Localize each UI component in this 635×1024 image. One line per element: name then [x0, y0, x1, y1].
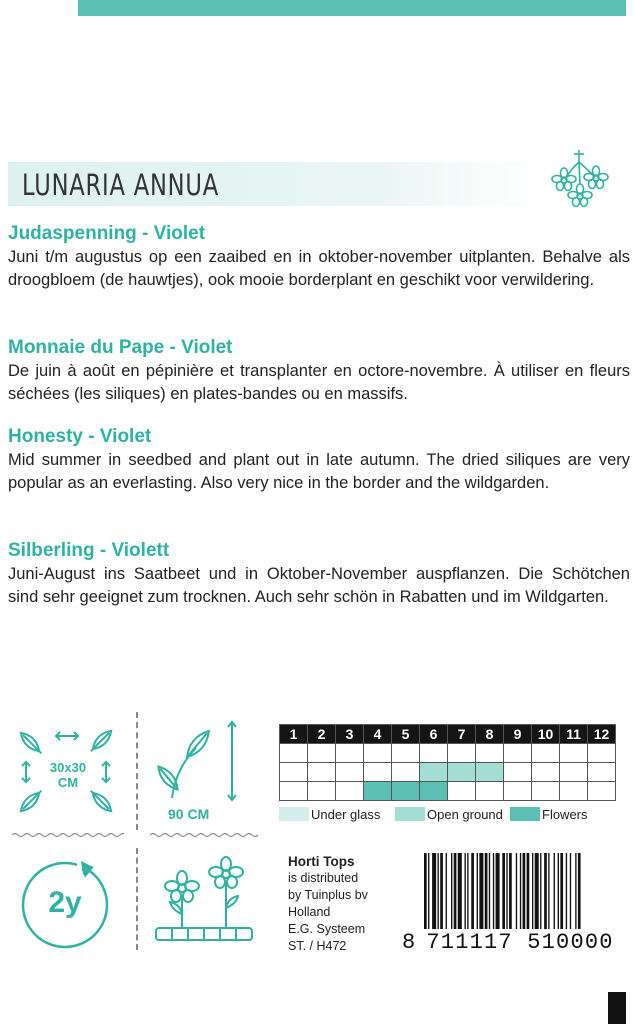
spacing-unit: CM [57, 775, 79, 790]
calendar-cell [392, 744, 420, 763]
month-7: 7 [448, 725, 476, 744]
calendar-cell [448, 782, 476, 801]
legend-label-flowers: Flowers [542, 807, 588, 822]
section-french [8, 336, 630, 406]
barcode-bar [548, 853, 549, 929]
calendar-cell [504, 782, 532, 801]
legend-label-open-ground: Open ground [427, 807, 503, 822]
spacing-value: 30x30 [49, 760, 87, 775]
calendar-cell [476, 782, 504, 801]
species-title: LUNARIA ANNUA [22, 168, 219, 202]
calendar-cell [476, 763, 504, 782]
barcode-bar [578, 853, 581, 929]
legend-swatch-under-glass [279, 807, 309, 821]
month-9: 9 [504, 725, 532, 744]
calendar-cell [336, 782, 364, 801]
calendar-cell [392, 763, 420, 782]
barcode-bar [451, 853, 452, 929]
calendar-row-flowers [280, 782, 616, 801]
barcode-bar [458, 853, 462, 929]
calendar-cell [308, 744, 336, 763]
calendar-row-under-glass [280, 744, 616, 763]
distributor-line: Holland [288, 905, 331, 919]
month-1: 1 [280, 725, 308, 744]
month-8: 8 [476, 725, 504, 744]
calendar-cell [336, 763, 364, 782]
calendar-cell [364, 782, 392, 801]
barcode-bar [467, 853, 468, 929]
calendar-cell [420, 744, 448, 763]
barcode-bar [465, 853, 466, 929]
barcode-bar [506, 853, 507, 929]
calendar-cell [448, 763, 476, 782]
barcode-bar [428, 853, 429, 929]
section-english [8, 425, 630, 495]
calendar-cell [588, 763, 616, 782]
distributor-line: ST. / H472 [288, 939, 347, 953]
barcode-number [402, 930, 614, 955]
title-band [8, 162, 538, 206]
barcode-bar [493, 853, 494, 929]
barcode-bar [575, 853, 576, 929]
wavy-divider-2 [150, 832, 258, 838]
divider-vertical-1 [136, 712, 138, 830]
lifecycle-badge-label: 2y [48, 886, 82, 919]
distributor-info [288, 853, 368, 955]
section-heading-french: Monnaie du Pape - Violet [8, 337, 233, 358]
month-3: 3 [336, 725, 364, 744]
calendar-cell [504, 763, 532, 782]
calendar-cell [336, 744, 364, 763]
barcode-icon [422, 853, 627, 929]
barcode-bar [479, 853, 483, 929]
barcode-bar [438, 853, 439, 929]
legend-label-under-glass: Under glass [311, 807, 381, 822]
barcode-group-1: 711117 [426, 930, 513, 955]
calendar-cell [560, 744, 588, 763]
calendar-cell [504, 744, 532, 763]
calendar-cell [476, 744, 504, 763]
legend-swatch-flowers [510, 807, 540, 821]
barcode-bar [485, 853, 488, 929]
calendar-cell [280, 782, 308, 801]
calendar-cell [560, 782, 588, 801]
barcode-bar [532, 853, 533, 929]
barcode-bar [471, 853, 474, 929]
section-heading-dutch: Judaspenning - Violet [8, 223, 206, 244]
barcode-bar [570, 853, 571, 929]
divider-vertical-2 [136, 848, 138, 950]
month-5: 5 [392, 725, 420, 744]
barcode-bar [440, 853, 443, 929]
lunaria-flower-icon [546, 148, 612, 214]
calendar-cell [448, 744, 476, 763]
month-11: 11 [560, 725, 588, 744]
month-2: 2 [308, 725, 336, 744]
calendar-cell [392, 782, 420, 801]
barcode-bar [454, 853, 457, 929]
barcode-bar [489, 853, 490, 929]
barcode-lead-digit: 8 [402, 930, 417, 955]
calendar-cell [308, 782, 336, 801]
section-text-english: Mid summer in seedbed and plant out in late autumn. The dried siliques are very popular as an everlasting. Also very nice in the border and the wildgarden. [8, 451, 630, 492]
sowing-calendar [279, 724, 616, 801]
barcode-bar [540, 853, 541, 929]
distributor-line: E.G. Systeem [288, 922, 366, 936]
calendar-cell [532, 782, 560, 801]
barcode-bar [502, 853, 505, 929]
barcode-group-2: 510000 [527, 930, 614, 955]
month-6: 6 [420, 725, 448, 744]
section-text-german: Juni-August ins Saatbeet und in Oktober-November auspflanzen. Die Schötchen sind sehr geeignet zum trocknen. Auch sehr schön in Rabatten und im Wildgarten. [8, 565, 630, 606]
calendar-cell [280, 744, 308, 763]
barcode-bar [520, 853, 521, 929]
section-text-french: De juin à août en pépinière et transplanter en octore-novembre. À utiliser en fleurs séchées (les siliques) en plates-bandes ou en massifs. [8, 362, 630, 403]
section-heading-german: Silberling - Violett [8, 540, 170, 561]
month-4: 4 [364, 725, 392, 744]
calendar-cell [420, 763, 448, 782]
barcode-bar [523, 853, 526, 929]
barcode-bar [558, 853, 559, 929]
top-accent-bar [78, 0, 626, 16]
calendar-cell [532, 763, 560, 782]
section-text-dutch: Juni t/m augustus op een zaaibed en in oktober-november uitplanten. Behalve als droogbloem (de hauwtjes), ook mooie borderplant en geschikt voor verwildering. [8, 248, 630, 289]
barcode-bar [560, 853, 563, 929]
brand-name: Horti Tops [288, 854, 355, 869]
barcode-bar [424, 853, 427, 929]
barcode-bar [496, 853, 500, 929]
calendar-cell [280, 763, 308, 782]
section-dutch [8, 222, 630, 292]
calendar-cell [532, 744, 560, 763]
calendar-cell [588, 782, 616, 801]
calendar-cell [560, 763, 588, 782]
month-12: 12 [588, 725, 616, 744]
seedling-tray-icon [150, 852, 260, 952]
corner-mark [608, 992, 626, 1024]
barcode-bar [446, 853, 447, 929]
calendar-cell [420, 782, 448, 801]
calendar-cell [308, 763, 336, 782]
barcode-bar [544, 853, 547, 929]
calendar-cell [364, 763, 392, 782]
calendar-cell [364, 744, 392, 763]
calendar-row-open-ground [280, 763, 616, 782]
month-10: 10 [532, 725, 560, 744]
wavy-divider-1 [12, 832, 124, 838]
barcode-bar [535, 853, 539, 929]
legend-swatch-open-ground [395, 807, 425, 821]
barcode-bar [432, 853, 436, 929]
distributor-line: by Tuinplus bv [288, 888, 368, 902]
barcode-bar [509, 853, 512, 929]
barcode-bar [516, 853, 517, 929]
section-heading-english: Honesty - Violet [8, 426, 152, 447]
calendar-cell [588, 744, 616, 763]
plant-height-icon [152, 718, 244, 808]
spacing-label [42, 760, 94, 790]
barcode-bar [477, 853, 478, 929]
barcode-bar [566, 853, 567, 929]
section-german [8, 539, 630, 609]
barcode-bar [554, 853, 555, 929]
barcode-bar [527, 853, 530, 929]
distributor-line: is distributed [288, 871, 359, 885]
plant-height-label: 90 CM [168, 806, 210, 822]
